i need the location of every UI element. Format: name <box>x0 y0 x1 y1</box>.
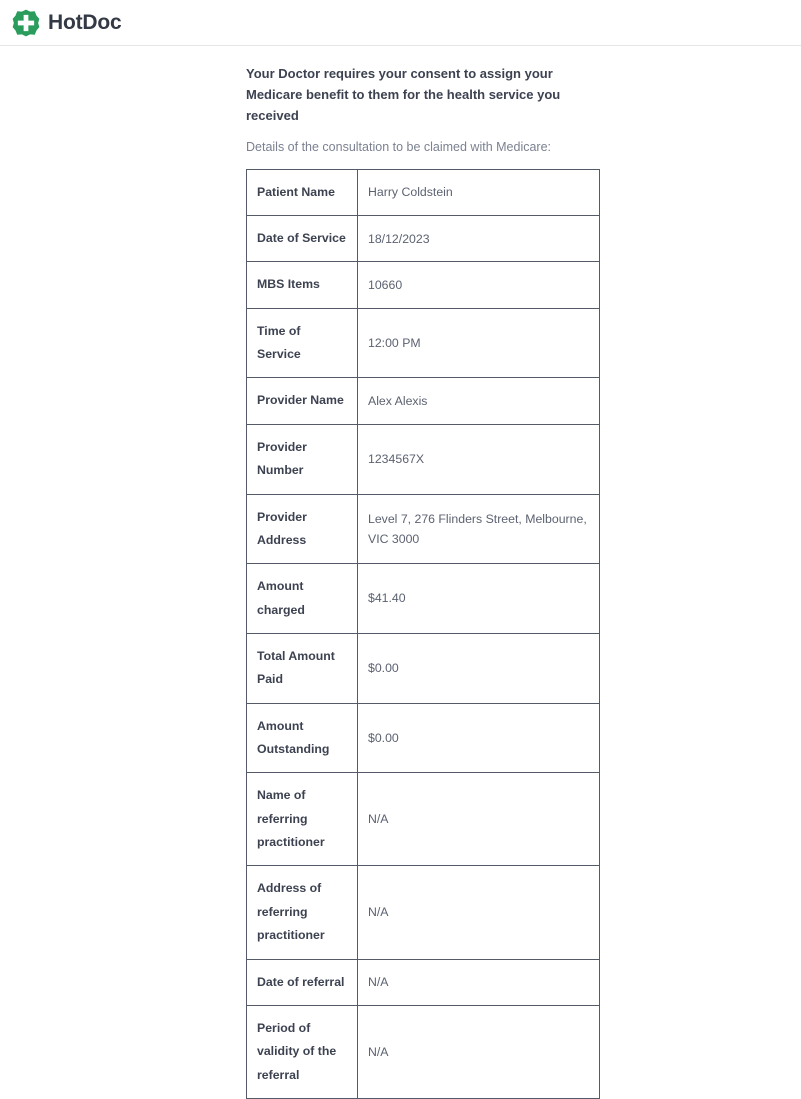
row-value: Harry Coldstein <box>358 169 600 215</box>
consultation-details-subtitle: Details of the consultation to be claimed with Medicare: <box>246 140 552 155</box>
row-label: Amount charged <box>247 564 358 634</box>
row-label: Period of validity of the referral <box>247 1005 358 1098</box>
table-row <box>247 494 600 564</box>
table-row <box>247 866 600 959</box>
row-label: Provider Name <box>247 378 358 424</box>
row-value: N/A <box>358 773 600 866</box>
page-title: Your Doctor requires your consent to assign your Medicare benefit to them for the health service you received <box>246 66 561 124</box>
table-row <box>247 169 600 215</box>
row-value: 10660 <box>358 262 600 308</box>
brand-logo-link[interactable] <box>12 9 121 37</box>
table-row <box>247 1005 600 1098</box>
row-value: Level 7, 276 Flinders Street, Melbourne, VIC 3000 <box>358 494 600 564</box>
table-row <box>247 378 600 424</box>
row-label: Total Amount Paid <box>247 633 358 703</box>
row-label: Provider Address <box>247 494 358 564</box>
row-label: Amount Outstanding <box>247 703 358 773</box>
table-row <box>247 633 600 703</box>
row-value: $0.00 <box>358 633 600 703</box>
row-label: MBS Items <box>247 262 358 308</box>
details-table-body <box>247 169 600 1098</box>
row-label: Address of referring practitioner <box>247 866 358 959</box>
table-row <box>247 424 600 494</box>
row-value: 12:00 PM <box>358 308 600 378</box>
row-label: Date of referral <box>247 959 358 1005</box>
row-value: N/A <box>358 866 600 959</box>
consent-page-content <box>0 46 801 1099</box>
table-row <box>247 703 600 773</box>
table-row <box>247 959 600 1005</box>
row-value: $0.00 <box>358 703 600 773</box>
row-label: Patient Name <box>247 169 358 215</box>
table-row <box>247 773 600 866</box>
consultation-details-table <box>246 169 600 1099</box>
row-value: $41.40 <box>358 564 600 634</box>
row-label: Provider Number <box>247 424 358 494</box>
row-label: Date of Service <box>247 216 358 262</box>
brand-name: HotDoc <box>48 11 122 34</box>
table-row <box>247 262 600 308</box>
table-row <box>247 564 600 634</box>
row-label: Name of referring practitioner <box>247 773 358 866</box>
hotdoc-cross-logo-icon <box>12 9 40 37</box>
row-label: Time of Service <box>247 308 358 378</box>
table-row <box>247 216 600 262</box>
table-row <box>247 308 600 378</box>
row-value: 1234567X <box>358 424 600 494</box>
row-value: N/A <box>358 1005 600 1098</box>
site-header <box>0 0 801 46</box>
row-value: 18/12/2023 <box>358 216 600 262</box>
row-value: Alex Alexis <box>358 378 600 424</box>
row-value: N/A <box>358 959 600 1005</box>
